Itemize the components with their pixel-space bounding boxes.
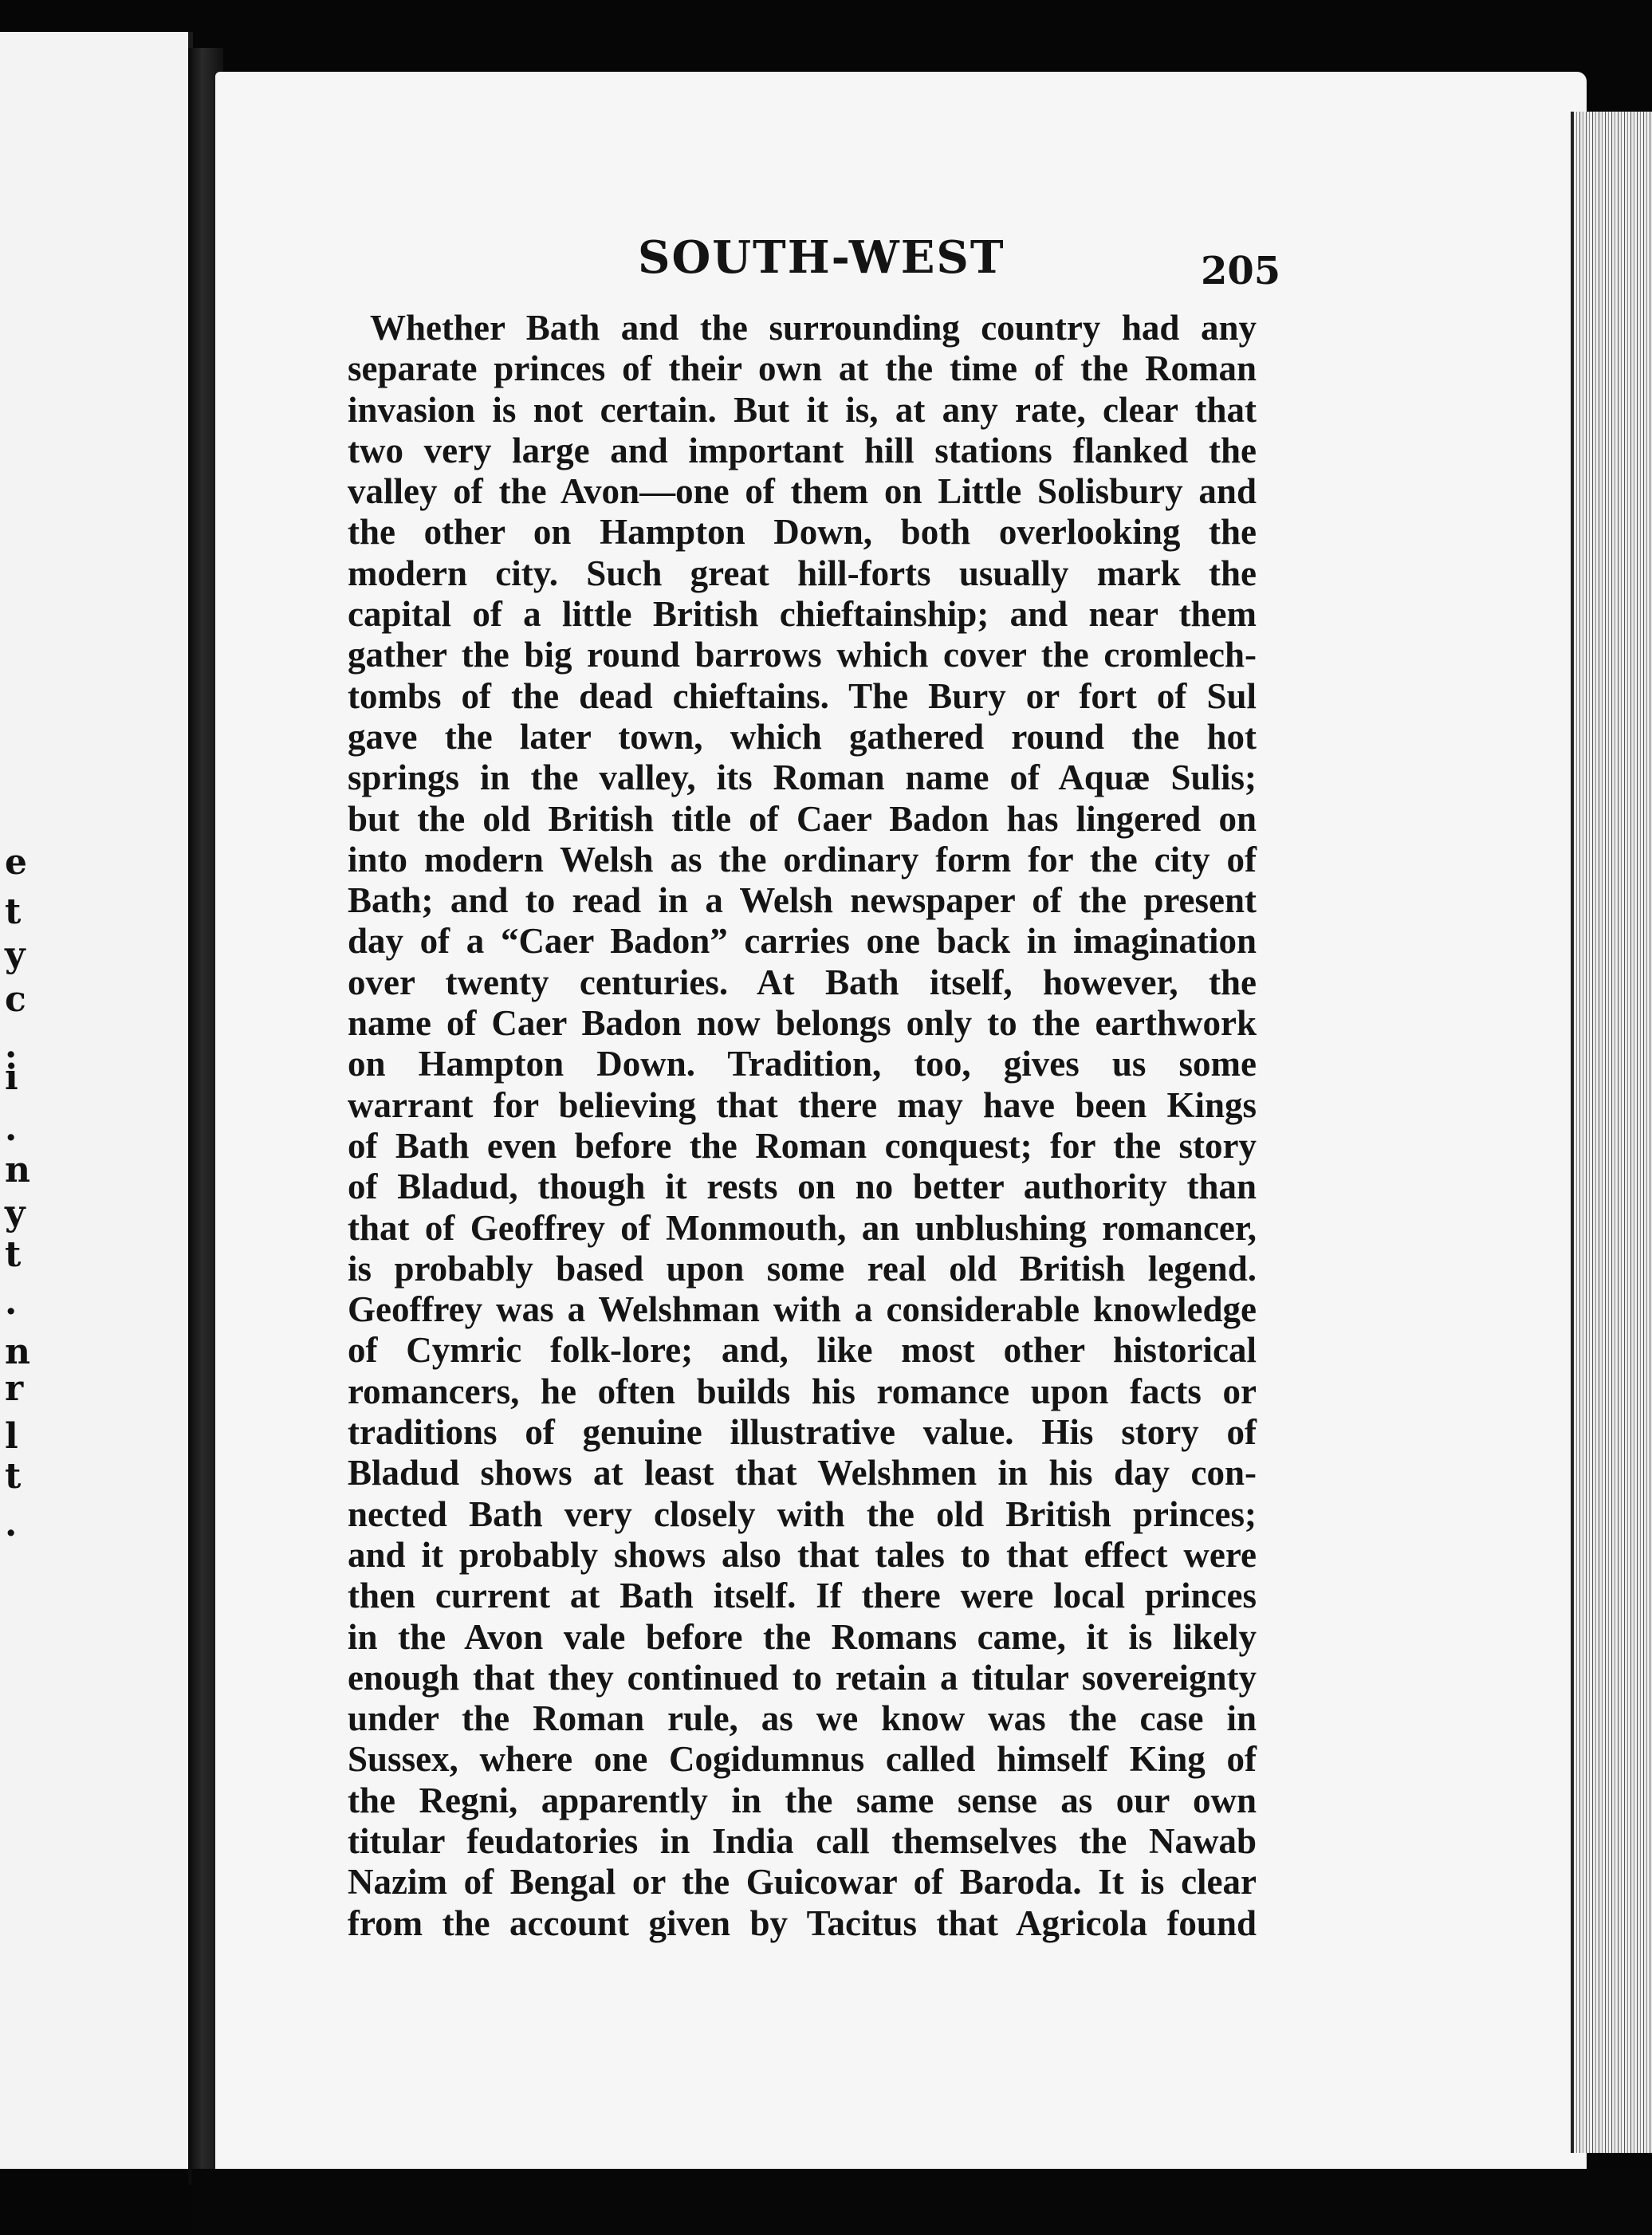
text-line: under the Roman rule, as we know was the case in <box>348 1698 1257 1739</box>
facing-page-fragment: l <box>5 1416 18 1457</box>
text-line: of Bladud, though it rests on no better authority than <box>348 1167 1257 1207</box>
facing-page-fragment: e <box>5 842 27 883</box>
text-line: modern city. Such great hill-forts usually mark the <box>348 553 1257 593</box>
text-line: Nazim of Bengal or the Guicowar of Baroda. It is clear <box>348 1862 1257 1903</box>
facing-page-fragment: . <box>5 1108 18 1149</box>
book-fore-edge <box>1571 112 1652 2153</box>
text-line: Geoffrey was a Welshman with a considerable knowledge <box>348 1289 1257 1330</box>
facing-page-fragment: t <box>5 1234 22 1275</box>
text-line: Bladud shows at least that Welshmen in his day con- <box>348 1453 1257 1493</box>
text-line: from the account given by Tacitus that Agricola found <box>348 1903 1257 1943</box>
facing-page-fragment: . <box>5 1282 18 1323</box>
facing-page-fragment: y <box>5 935 26 975</box>
facing-page-fragment: r <box>5 1368 24 1409</box>
text-line: nected Bath very closely with the old British princes; <box>348 1493 1257 1534</box>
text-line: enough that they continued to retain a titular sovereignty <box>348 1657 1257 1698</box>
text-line: Bath; and to read in a Welsh newspaper of the present <box>348 880 1257 921</box>
text-line: tombs of the dead chieftains. The Bury or fort of Sul <box>348 675 1257 716</box>
text-line: traditions of genuine illustrative value. His story of <box>348 1412 1257 1453</box>
text-line: and it probably shows also that tales to that effect were <box>348 1534 1257 1575</box>
text-line: into modern Welsh as the ordinary form for the city of <box>348 839 1257 879</box>
text-line: on Hampton Down. Tradition, too, gives us some <box>348 1044 1257 1084</box>
text-line: romancers, he often builds his romance upon facts or <box>348 1371 1257 1411</box>
text-line: Sussex, where one Cogidumnus called himself King of <box>348 1739 1257 1780</box>
facing-page-fragment: t <box>5 891 22 932</box>
text-line: in the Avon vale before the Romans came, it is likely <box>348 1616 1257 1657</box>
facing-page-fragment: n <box>5 1150 30 1190</box>
text-line: over twenty centuries. At Bath itself, however, the <box>348 962 1257 1002</box>
body-text <box>348 308 1257 1944</box>
left-facing-page <box>0 32 193 2169</box>
text-line: of Cymric folk-lore; and, like most other historical <box>348 1330 1257 1371</box>
facing-page-fragment: . <box>5 1504 18 1544</box>
text-line: gather the big round barrows which cover the cromlech- <box>348 635 1257 675</box>
text-line: valley of the Avon—one of them on Little Solisbury and <box>348 471 1257 512</box>
running-head: SOUTH-WEST <box>638 231 1005 284</box>
text-line: warrant for believing that there may have been Kings <box>348 1084 1257 1125</box>
text-line: day of a “Caer Badon” carries one back in imagination <box>348 921 1257 962</box>
text-line: Whether Bath and the surrounding country had any <box>370 308 1257 348</box>
text-line: capital of a little British chieftainship; and near them <box>348 594 1257 635</box>
facing-page-fragment: i <box>5 1057 18 1098</box>
facing-page-fragment: . <box>5 1025 18 1066</box>
page-number: 205 <box>1201 249 1281 293</box>
text-line: titular feudatories in India call themselves the Nawab <box>348 1820 1257 1861</box>
text-line: two very large and important hill stations flanked the <box>348 430 1257 470</box>
text-line: that of Geoffrey of Monmouth, an unblushing romancer, <box>348 1207 1257 1248</box>
text-line: of Bath even before the Roman conquest; for the story <box>348 1125 1257 1166</box>
facing-page-fragment: c <box>5 979 26 1020</box>
facing-page-fragment: t <box>5 1456 22 1497</box>
facing-page-fragment: y <box>5 1193 26 1234</box>
facing-page-fragment: n <box>5 1332 30 1372</box>
text-line: springs in the valley, its Roman name of Aquæ Sulis; <box>348 757 1257 798</box>
text-line: gave the later town, which gathered round the hot <box>348 716 1257 757</box>
text-line: invasion is not certain. But it is, at any rate, clear that <box>348 389 1257 430</box>
text-line: the Regni, apparently in the same sense as our own <box>348 1780 1257 1820</box>
text-line: name of Caer Badon now belongs only to the earthwork <box>348 1003 1257 1044</box>
scan-bottom-shadow <box>191 2169 1652 2235</box>
text-line: but the old British title of Caer Badon has lingered on <box>348 798 1257 839</box>
text-line: is probably based upon some real old British legend. <box>348 1248 1257 1289</box>
text-line: then current at Bath itself. If there were local princes <box>348 1576 1257 1616</box>
text-line: the other on Hampton Down, both overlooking the <box>348 512 1257 553</box>
text-line: separate princes of their own at the time of the Roman <box>348 348 1257 389</box>
